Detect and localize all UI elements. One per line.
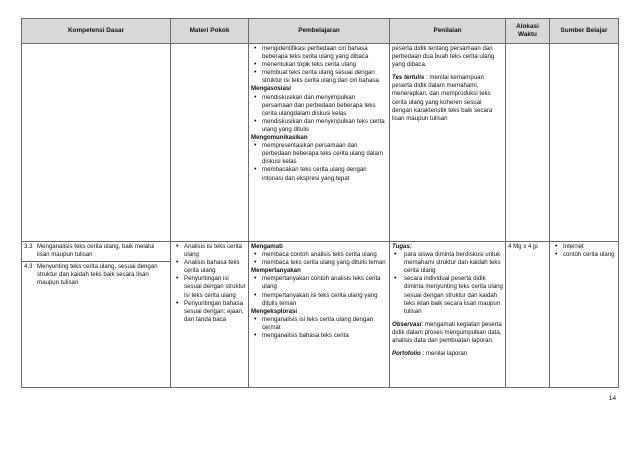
header-alokasi-waktu: Alokasi Waktu: [506, 19, 550, 44]
cell-materi-pokok: [171, 242, 249, 388]
kd-text: Menganalisis teks cerita ulang, baik melalui lisan maupun tulisan: [37, 243, 155, 259]
activity-heading: Mempertanyakan: [251, 267, 301, 275]
assessment-observasi: [392, 321, 503, 345]
activity-heading: Mengeksplorasi: [251, 307, 298, 315]
sumber-list: [552, 243, 616, 259]
list-item: • secara individual peserta didik diminta menyunting teks cerita ulang sesuai dengan struktur dan kaidah teks iklan baik secara lisan maupun tulisan: [392, 275, 503, 315]
list-item: • membaca contoh analisis teks cerita ulang: [251, 251, 387, 259]
cell-penilaian: [390, 44, 506, 242]
kd-number: 3.3: [24, 243, 33, 250]
list-item: • membuat teks cerita ulang sesuai dengan struktur isi teks cerita ulang dan ciri bahasa: [251, 69, 387, 85]
header-pembelajaran: Pembelajaran: [249, 19, 390, 44]
assessment-label: Tes tertulis: [392, 74, 425, 82]
assessment-text: : mengamati kegiatan peserta didik dalam proses mengumpulkan data, analisis data dan pembuatan laporan.: [392, 320, 502, 345]
activity-list: [251, 142, 387, 182]
assessment-text: : menilai laporan: [422, 350, 468, 358]
cell-sumber-continued: [550, 44, 619, 242]
alokasi-value: 4 Mg x 4 jp: [508, 243, 538, 250]
activity-list: [251, 45, 387, 85]
cell-alokasi-waktu: [506, 242, 550, 388]
kd-item: [24, 243, 168, 259]
activity-list: [251, 251, 387, 267]
list-item: • menganalisis bahasa teks cerita: [251, 332, 387, 340]
activity-list: [251, 94, 387, 134]
kd-item: [24, 263, 168, 287]
kd-number: 4.3: [24, 263, 33, 271]
cell-penilaian: [390, 242, 506, 388]
cell-kd-continued: [22, 44, 171, 242]
header-kompetensi-dasar: Kompetensi Dasar: [22, 19, 171, 44]
assessment-text: peserta didik tentang persamaan dan perbedaan dua buah teks cerita ulang yang dibaca.: [392, 45, 495, 69]
list-item: • menganalisis isi teks cerita ulang dengan cermat: [251, 316, 387, 332]
assessment-list: [392, 251, 503, 316]
table-row: [22, 44, 619, 242]
list-item: • Penyuntingan isi sesuai dengan struktur isi teks cerita ulang: [173, 275, 246, 299]
list-item: • membaca teks cerita ulang yang ditulis teman: [251, 259, 387, 267]
list-item: • mengidentifikasi perbedaan ciri bahasa beberapa teks cerita ulang yang dibaca: [251, 45, 387, 61]
header-penilaian: Penilaian: [390, 19, 506, 44]
list-item: • mempresentasikan persamaan dan perbedaan beberapa teks cerita ulang dalam diskusi kelas: [251, 142, 387, 166]
header-sumber-belajar: Sumber Belajar: [550, 19, 619, 44]
list-item: • mendiskusikan dan menyimpulkan persamaan dan perbedaan beberapa teks cerita ulangdalam diskusi kelas: [251, 94, 387, 118]
cell-materi-continued: [171, 44, 249, 242]
activity-list: [251, 316, 387, 340]
list-item: • mempertanyakan contoh analisis teks cerita ulang: [251, 275, 387, 291]
assessment-label: Observasi: [392, 320, 422, 328]
cell-kompetensi-dasar: [22, 242, 171, 388]
assessment-label: Tugas:: [392, 243, 412, 250]
list-item: • mendiskusikan dan menyimpulkan teks cerita ulang yang ditulis: [251, 118, 387, 134]
list-item: • Internet: [552, 243, 616, 251]
cell-alokasi-continued: [506, 44, 550, 242]
divider: [22, 261, 170, 262]
header-row: [22, 19, 619, 44]
cell-sumber-belajar: [550, 242, 619, 388]
assessment-portofolio: [392, 350, 503, 358]
materi-list: [173, 243, 246, 324]
syllabus-table: [21, 18, 619, 388]
cell-pembelajaran: [249, 242, 390, 388]
assessment-label: Portofolio: [392, 350, 421, 358]
activity-heading: Mengomunikasikan: [251, 134, 308, 142]
activity-heading: Mengamati: [251, 243, 283, 250]
table-row: [22, 242, 619, 388]
list-item: • membacakan teks cerita ulang dengan intonasi dan ekspresi yang tepat: [251, 166, 387, 182]
list-item: • Penyuntingan bahasa sesuai dengan: ejaan, dan tanda baca: [173, 300, 246, 324]
kd-text: Menyunting teks cerita ulang, sesuai dengan struktur dan kaidah teks baik secara lisan maupun tulisan: [37, 263, 158, 287]
activity-heading: Mengasosiasi: [251, 85, 291, 93]
assessment-tes-tertulis: [392, 74, 503, 123]
list-item: • para siswa diminta berdiskusi untuk memahami struktur dan kaidah teks cerita ulang: [392, 251, 503, 275]
list-item: • menentukan topik teks cerita ulang: [251, 61, 387, 69]
list-item: • mempertanyakan isi teks cerita ulang yang ditulis teman: [251, 292, 387, 308]
assessment-text: : menilai kemampuan peserta didik dalam memahami, menerapkan, dan memproduksi teks cerita ulang yang koheren sesuai dengan karakteristik teks baik secara lisan maupun tulisan: [392, 74, 493, 122]
page-number: 14: [608, 395, 616, 402]
list-item: • Analisis isi teks cerita ulang: [173, 243, 246, 259]
list-item: • Analisis bahasa teks cerita ulang: [173, 259, 246, 275]
activity-list: [251, 275, 387, 307]
list-item: • contoh cerita ulang: [552, 251, 616, 259]
header-materi-pokok: Materi Pokok: [171, 19, 249, 44]
cell-pembelajaran: [249, 44, 390, 242]
